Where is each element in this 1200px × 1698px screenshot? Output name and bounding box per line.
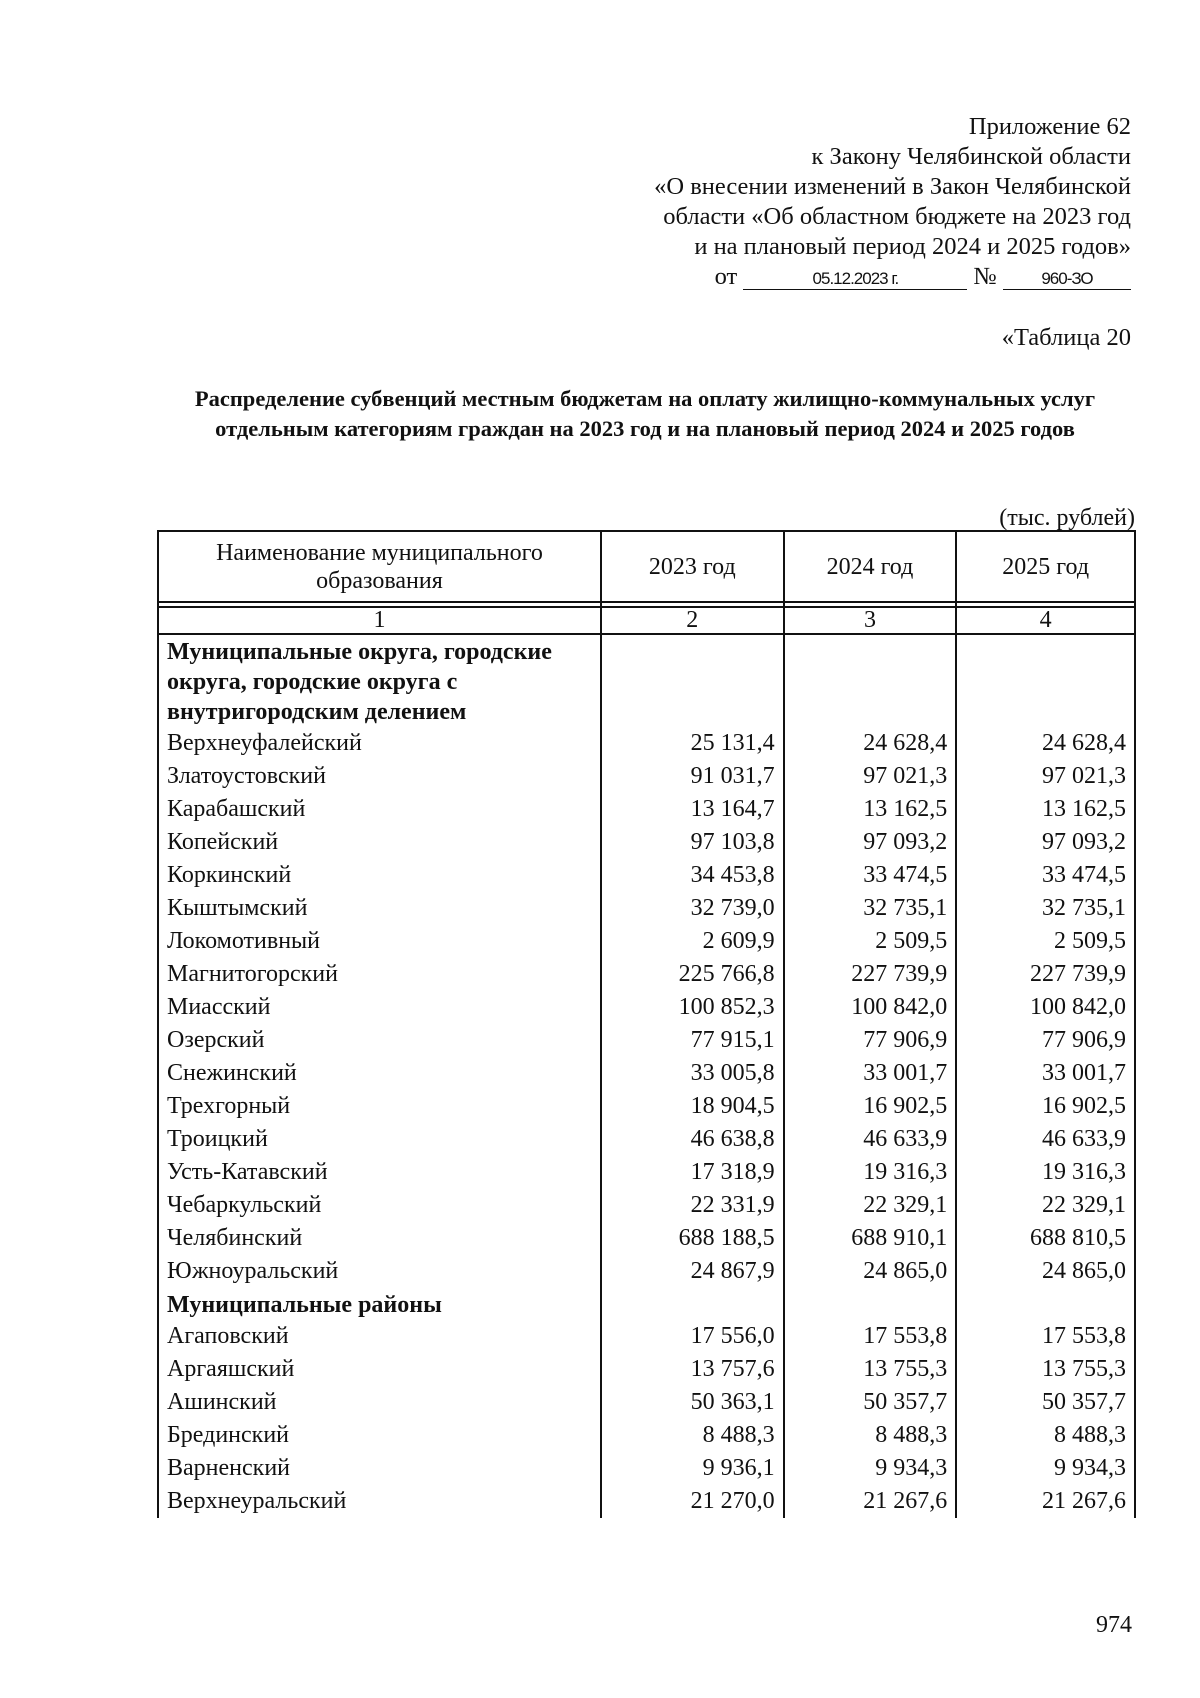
value-2023: 22 331,9 — [601, 1189, 784, 1222]
value-2025: 9 934,3 — [956, 1452, 1135, 1485]
municipality-name: Озерский — [158, 1024, 601, 1057]
value-2023: 688 188,5 — [601, 1222, 784, 1255]
value-2023: 32 739,0 — [601, 892, 784, 925]
value-2024: 17 553,8 — [784, 1320, 957, 1353]
municipality-name: Коркинский — [158, 859, 601, 892]
municipality-name: Южноуральский — [158, 1255, 601, 1288]
municipality-name: Трехгорный — [158, 1090, 601, 1123]
value-2025: 21 267,6 — [956, 1485, 1135, 1518]
value-2023: 17 556,0 — [601, 1320, 784, 1353]
value-2024: 688 910,1 — [784, 1222, 957, 1255]
municipality-name: Аргаяшский — [158, 1353, 601, 1386]
value-2023: 24 867,9 — [601, 1255, 784, 1288]
value-2024: 24 628,4 — [784, 727, 957, 760]
value-2025: 13 755,3 — [956, 1353, 1135, 1386]
column-header-2025: 2025 год — [956, 531, 1135, 602]
municipality-name: Усть-Катавский — [158, 1156, 601, 1189]
value-2024: 9 934,3 — [784, 1452, 957, 1485]
value-2024: 13 755,3 — [784, 1353, 957, 1386]
value-2025: 33 001,7 — [956, 1057, 1135, 1090]
value-2023: 225 766,8 — [601, 958, 784, 991]
empty-cell — [956, 634, 1135, 727]
empty-cell — [956, 1288, 1135, 1320]
section-title: Муниципальные округа, городские округа, городские округа с внутригородским делением — [158, 634, 601, 727]
value-2024: 77 906,9 — [784, 1024, 957, 1057]
value-2023: 2 609,9 — [601, 925, 784, 958]
value-2024: 33 001,7 — [784, 1057, 957, 1090]
value-2025: 2 509,5 — [956, 925, 1135, 958]
value-2024: 22 329,1 — [784, 1189, 957, 1222]
municipality-name: Челябинский — [158, 1222, 601, 1255]
table-row — [158, 958, 1135, 991]
table-row — [158, 727, 1135, 760]
table-row — [158, 1452, 1135, 1485]
value-2025: 19 316,3 — [956, 1156, 1135, 1189]
value-2025: 46 633,9 — [956, 1123, 1135, 1156]
table-row — [158, 1090, 1135, 1123]
column-number: 3 — [784, 607, 957, 634]
column-number-row — [158, 607, 1135, 634]
law-reference-line — [654, 262, 1131, 292]
value-2023: 25 131,4 — [601, 727, 784, 760]
value-2023: 46 638,8 — [601, 1123, 784, 1156]
value-2025: 24 865,0 — [956, 1255, 1135, 1288]
value-2024: 19 316,3 — [784, 1156, 957, 1189]
municipality-name: Локомотивный — [158, 925, 601, 958]
value-2023: 91 031,7 — [601, 760, 784, 793]
municipality-name: Копейский — [158, 826, 601, 859]
municipality-name: Златоустовский — [158, 760, 601, 793]
value-2024: 33 474,5 — [784, 859, 957, 892]
municipality-name: Верхнеуральский — [158, 1485, 601, 1518]
value-2025: 77 906,9 — [956, 1024, 1135, 1057]
value-2023: 21 270,0 — [601, 1485, 784, 1518]
empty-cell — [784, 1288, 957, 1320]
value-2023: 77 915,1 — [601, 1024, 784, 1057]
table-row — [158, 892, 1135, 925]
header-line: «О внесении изменений в Закон Челябинской — [654, 173, 1131, 200]
value-2024: 97 021,3 — [784, 760, 957, 793]
column-number: 1 — [158, 607, 601, 634]
value-2023: 97 103,8 — [601, 826, 784, 859]
value-2025: 227 739,9 — [956, 958, 1135, 991]
table-row — [158, 1156, 1135, 1189]
value-2023: 17 318,9 — [601, 1156, 784, 1189]
value-2024: 16 902,5 — [784, 1090, 957, 1123]
value-2023: 13 757,6 — [601, 1353, 784, 1386]
value-2025: 17 553,8 — [956, 1320, 1135, 1353]
value-2025: 24 628,4 — [956, 727, 1135, 760]
column-header-2024: 2024 год — [784, 531, 957, 602]
table-row — [158, 1189, 1135, 1222]
value-2023: 50 363,1 — [601, 1386, 784, 1419]
table-row — [158, 826, 1135, 859]
value-2025: 688 810,5 — [956, 1222, 1135, 1255]
table-row — [158, 1353, 1135, 1386]
municipality-name: Снежинский — [158, 1057, 601, 1090]
table-row — [158, 1419, 1135, 1452]
municipality-name: Кыштымский — [158, 892, 601, 925]
empty-cell — [601, 1288, 784, 1320]
table-row — [158, 760, 1135, 793]
value-2023: 34 453,8 — [601, 859, 784, 892]
value-2025: 100 842,0 — [956, 991, 1135, 1024]
table-row — [158, 1320, 1135, 1353]
value-2023: 33 005,8 — [601, 1057, 784, 1090]
value-2025: 50 357,7 — [956, 1386, 1135, 1419]
value-2025: 16 902,5 — [956, 1090, 1135, 1123]
table-row — [158, 1386, 1135, 1419]
column-header-name: Наименование муниципального образования — [158, 531, 601, 602]
document-title: Распределение субвенций местным бюджетам на оплату жилищно-коммунальных услуг отдельным категориям граждан на 2023 год и на плановый период 2024 и 2025 годов — [194, 386, 1096, 441]
value-2025: 97 093,2 — [956, 826, 1135, 859]
value-2024: 32 735,1 — [784, 892, 957, 925]
value-2024: 2 509,5 — [784, 925, 957, 958]
municipality-name: Брединский — [158, 1419, 601, 1452]
value-2025: 33 474,5 — [956, 859, 1135, 892]
page-number: 974 — [1096, 1612, 1132, 1638]
value-2024: 24 865,0 — [784, 1255, 957, 1288]
header-line: области «Об областном бюджете на 2023 год — [663, 203, 1131, 230]
municipality-name: Карабашский — [158, 793, 601, 826]
municipality-name: Варненский — [158, 1452, 601, 1485]
value-2024: 100 842,0 — [784, 991, 957, 1024]
column-number: 2 — [601, 607, 784, 634]
appendix-header — [654, 112, 1131, 292]
municipality-name: Миасский — [158, 991, 601, 1024]
table-row — [158, 991, 1135, 1024]
value-2024: 50 357,7 — [784, 1386, 957, 1419]
table-row — [158, 925, 1135, 958]
value-2023: 13 164,7 — [601, 793, 784, 826]
value-2025: 32 735,1 — [956, 892, 1135, 925]
table-row — [158, 1123, 1135, 1156]
municipality-name: Троицкий — [158, 1123, 601, 1156]
municipality-name: Агаповский — [158, 1320, 601, 1353]
empty-cell — [601, 634, 784, 727]
law-number: 960-ЗО — [1003, 269, 1131, 290]
value-2023: 18 904,5 — [601, 1090, 784, 1123]
table-row — [158, 1255, 1135, 1288]
value-2025: 8 488,3 — [956, 1419, 1135, 1452]
value-2025: 97 021,3 — [956, 760, 1135, 793]
header-line: к Закону Челябинской области — [811, 143, 1131, 170]
column-number: 4 — [956, 607, 1135, 634]
section-header-row — [158, 1288, 1135, 1320]
section-header-row — [158, 634, 1135, 727]
value-2023: 9 936,1 — [601, 1452, 784, 1485]
table-row — [158, 793, 1135, 826]
table-row — [158, 1057, 1135, 1090]
table-row — [158, 1485, 1135, 1518]
value-2025: 22 329,1 — [956, 1189, 1135, 1222]
value-2024: 227 739,9 — [784, 958, 957, 991]
value-2024: 21 267,6 — [784, 1485, 957, 1518]
table-row — [158, 859, 1135, 892]
number-label: № — [973, 263, 997, 290]
section-title: Муниципальные районы — [158, 1288, 601, 1320]
table-row — [158, 1024, 1135, 1057]
law-date: 05.12.2023 г. — [743, 269, 967, 290]
from-label: от — [714, 263, 738, 290]
value-2024: 13 162,5 — [784, 793, 957, 826]
header-line: Приложение 62 — [968, 113, 1131, 140]
municipality-name: Чебаркульский — [158, 1189, 601, 1222]
municipality-name: Верхнеуфалейский — [158, 727, 601, 760]
value-2024: 8 488,3 — [784, 1419, 957, 1452]
value-2024: 97 093,2 — [784, 826, 957, 859]
column-header-2023: 2023 год — [601, 531, 784, 602]
subvention-table — [157, 530, 1136, 1518]
table-row — [158, 1222, 1135, 1255]
empty-cell — [784, 634, 957, 727]
table-caption: «Таблица 20 — [1001, 324, 1131, 351]
municipality-name: Ашинский — [158, 1386, 601, 1419]
table-header-row — [158, 531, 1135, 602]
header-line: и на плановый период 2024 и 2025 годов» — [694, 233, 1131, 260]
value-2023: 100 852,3 — [601, 991, 784, 1024]
unit-note: (тыс. рублей) — [999, 505, 1135, 531]
value-2024: 46 633,9 — [784, 1123, 957, 1156]
value-2025: 13 162,5 — [956, 793, 1135, 826]
value-2023: 8 488,3 — [601, 1419, 784, 1452]
municipality-name: Магнитогорский — [158, 958, 601, 991]
